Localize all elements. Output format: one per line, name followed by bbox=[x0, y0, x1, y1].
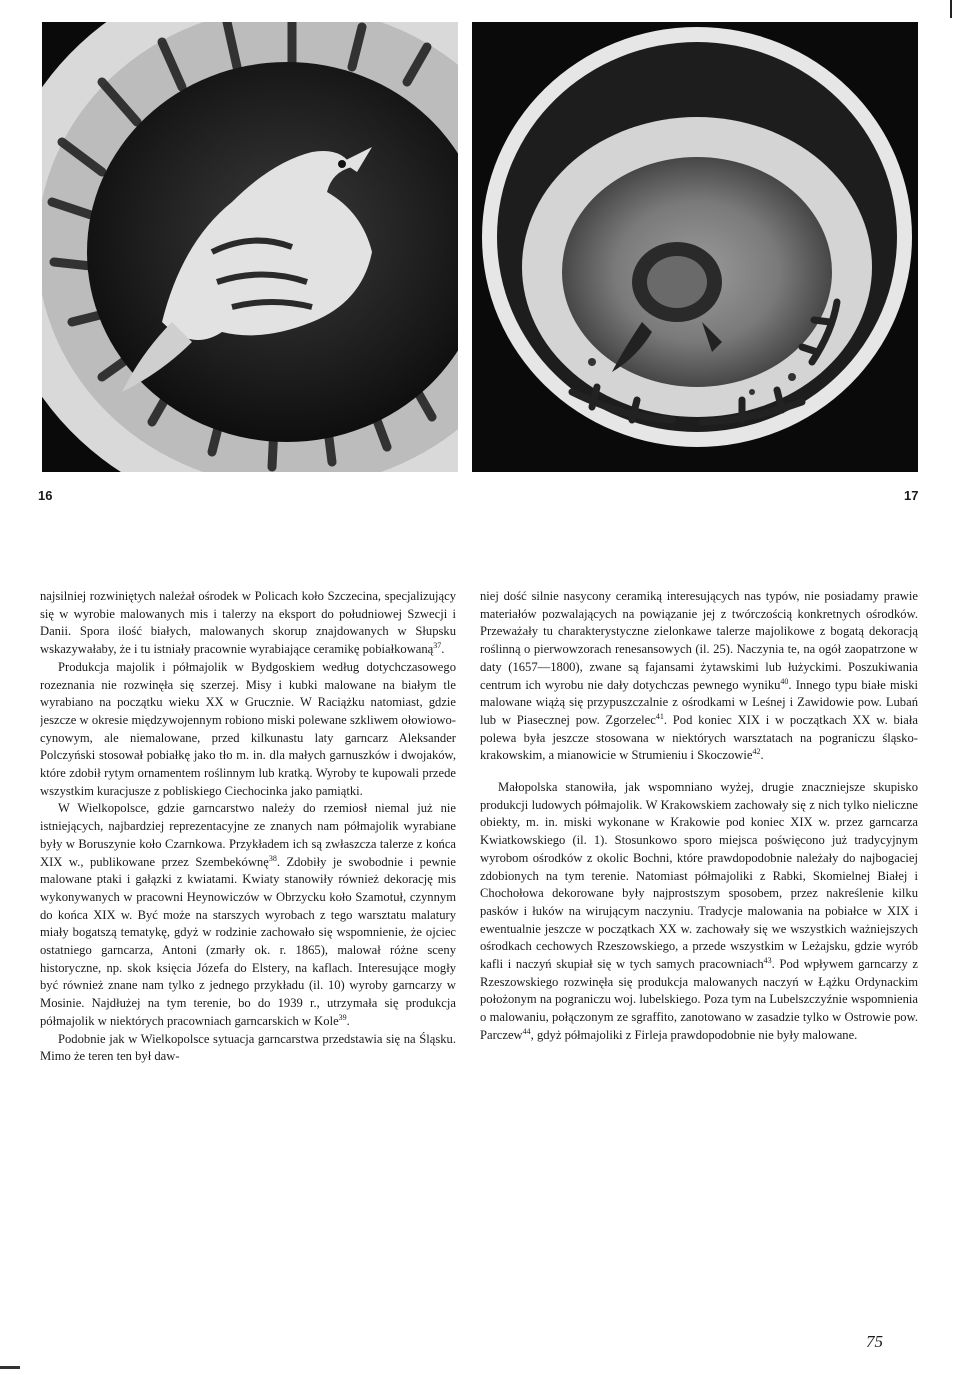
bird-bowl-image bbox=[42, 22, 458, 472]
footnote-ref: 41 bbox=[655, 711, 664, 721]
paragraph-3: W Wielkopolsce, gdzie garncarstwo należy do rzemiosł niemal już nie istniejących, najbardziej reprezentacyjne ze znanych nam półmajolik wyrabiane były w Boruszynie koło Czarnkowa. Przykładem ich są zwłaszcza talerze z końca XIX w., publikowane przez Szembekównę$^{38}$. Zdobiły je swobodnie i pewnie malowane ptaki i gałązki z kwiatami. Kwiaty stanowiły również dekorację mis wykonywanych w pracowni Heynowiczów w Obrzycku koło Szamotuł, czynnym do końca XIX w. Być może na starszych wyrobach z tego warsztatu malatury miały bogatszą tematykę, gdyż w rodzinie zachowało się wspomnienie, że ojciec ostatniego garncarza, Antoni (zmarły ok. r. 1865), malował różne sceny historyczne, np. skok księcia Józefa do Elstery, na kaflach. Interesujące mogły być również znane nam tylko z jednego przykładu (il. 10) wyroby garncarzy w Mosinie. Najdłużej na tym terenie, bo do 1939 r., utrzymała się produkcja półmajolik w niektórych pracowniach garncarskich w Kole$^{39}$. bbox=[40, 801, 456, 1028]
floral-bowl-image bbox=[472, 22, 918, 472]
left-photo bbox=[42, 22, 458, 472]
footnote-ref: 39 bbox=[338, 1012, 347, 1022]
footnote-ref: 43 bbox=[763, 955, 772, 965]
paragraph-4: Podobnie jak w Wielkopolsce sytuacja garncarstwa przedstawia się na Śląsku. Mimo że teren ten był daw- bbox=[40, 1031, 456, 1064]
paragraph-2: Produkcja majolik i półmajolik w Bydgoskiem według dotychczasowego rozeznania nie rozwinęła się szerzej. Misy i kubki malowane na białym tle wyrabiano na początku wieku XX w Grucznie. W Raciążku natomiast, gdzie jeszcze w okresie międzywojennym robiono miski polewane szkliwem ołowiowo-cynowym, ale niemalowane, przed kilkunastu laty garncarz Aleksander Polczyński stosował pobiałkę jako tło m. in. dla małych garnuszków i dwojaków, które zdobił rytym ornamentem roślinnym lub kratką. Wyroby te kupowali przede wszystkim kuracjusze z pobliskiego Ciechocinka jako pamiątki. bbox=[40, 659, 456, 798]
figure-number-left: 16 bbox=[38, 488, 53, 503]
left-text-column bbox=[40, 588, 456, 1328]
right-text-column bbox=[480, 588, 918, 1328]
page-number: 75 bbox=[866, 1332, 883, 1351]
footnote-ref: 42 bbox=[752, 747, 761, 757]
footnote-ref: 37 bbox=[433, 640, 442, 650]
paragraph-1: najsilniej rozwiniętych należał ośrodek w Policach koło Szczecina, specjalizujący się w wyrobie malowanych mis i talerzy na eksport do południowej Szwecji i Danii. Spora ilość białych, malowanych skorup znajdowanych w Słupsku wskazywałaby, że i tu istniały pracownie wyrabiające ceramikę pobiałkowaną$^{37}$. bbox=[40, 589, 456, 657]
corner-mark bbox=[0, 1366, 20, 1369]
paragraph-5: niej dość silnie nasycony ceramiką interesujących nas typów, nie posiadamy prawie materiałów pozwalających na powiązanie jej z twórczością konkretnych ośrodków. Przeważały tu charakterystyczne zielonkawe talerze majolikowe z bogatą dekoracją roślinną o pierwowzorach renesansowych (il. 25). Naczynia te, na ogół zaopatrzone w daty (1657—1800), zwane są fajansami żytawskimi lub łużyckimi. Poszukiwania centrum ich wyrobu nie dały dotychczas pewnego wyniku$^{40}$. Innego typu białe miski malowane wiążą się przypuszczalnie z ośrodkami w Leśnej i Zawidowie pow. Lubań lub w Piasecznej pow. Zgorzelec$^{41}$. Pod koniec XIX i w początkach XX w. biała polewa była jeszcze stosowana w niektórych warsztatach na pograniczu śląsko-krakowskim, a mianowicie w Strumieniu i Skoczowie$^{42}$. bbox=[480, 589, 918, 763]
edge-mark bbox=[950, 0, 952, 18]
footnote-ref: 44 bbox=[522, 1026, 531, 1036]
footnote-ref: 38 bbox=[268, 853, 277, 863]
right-photo bbox=[472, 22, 918, 472]
figure-number-right: 17 bbox=[904, 488, 919, 503]
footnote-ref: 40 bbox=[780, 676, 789, 686]
paragraph-6: Małopolska stanowiła, jak wspomniano wyżej, drugie znaczniejsze skupisko produkcji ludowych półmajolik. W Krakowskiem zachowały się z nich tylko nieliczne obiekty, m. in. miski wykonane w Krakowie pod koniec XIX w. przez garncarza Kwiatkowskiego (il. 1). Stosunkowo sporo miejsca poświęcono już tradycyjnym wyrobom ośrodków z okolic Bochni, które prawdopodobnie należały do najbogaciej zdobionych na tym terenie. Natomiast półmajoliki z Rabki, Skomielnej Białej i Chochołowa dekorowane były najprostszym sposobem, przez nakreślenie kilku pasków i łuków na wirującym naczyniu. Tradycje malowania na pobiałce w XIX i ewentualnie jeszcze w początkach XX w. zachowały się we wszystkich ważniejszych ośrodkach cechowych Rzeszowskiego, a przede wszystkim w Leżajsku, gdzie wyrób kafli i naczyń skupiał się w tych samych pracowniach$^{43}$. Pod wpływem garncarzy z Rzeszowskiego rozwinęła się produkcja malowanych naczyń w Łążku Ordynackim położonym na pograniczu woj. lubelskiego. Poza tym na Lubelszczyźnie wspomnienia o malowaniu, połączonym ze sgraffito, zanotowano w zasadzie tylko w Ostrowie pow. Parczew$^{44}$, gdyż półmajoliki z Firleja prawdopodobnie nie były malowane. bbox=[480, 780, 918, 1042]
